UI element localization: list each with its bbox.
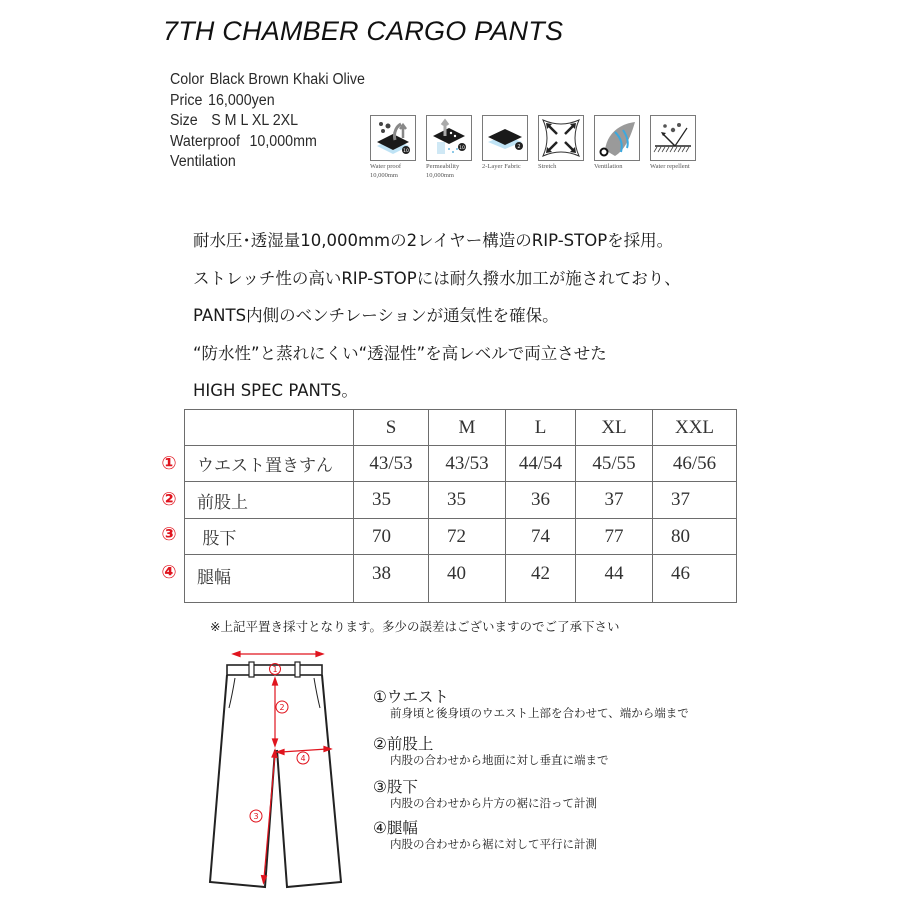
header-cell	[185, 410, 354, 446]
spec-value: S M L XL 2XL	[203, 112, 299, 129]
header-cell: S	[354, 410, 429, 446]
header-cell: L	[506, 410, 576, 446]
table-cell: 37	[653, 482, 737, 519]
feature-caption: 2-Layer Fabric	[482, 163, 521, 170]
spec-waterproof	[170, 132, 365, 153]
legend-description: 内股の合わせから片方の裾に沿って計測	[390, 796, 597, 810]
svg-text:10: 10	[459, 146, 465, 151]
header-cell: XL	[576, 410, 653, 446]
pants-outline-icon	[205, 650, 365, 895]
row-marker-1: ①	[161, 453, 177, 474]
spec-price	[170, 91, 365, 112]
legend-item-front-rise	[373, 735, 609, 768]
feature-caption: Permeability	[426, 163, 460, 170]
legend-item-waist	[373, 688, 689, 721]
table-cell: 77	[576, 519, 653, 555]
spec-size	[170, 111, 365, 132]
water-proof-icon	[370, 115, 416, 161]
table-row	[185, 519, 737, 555]
table-cell: 42	[506, 555, 576, 603]
table-cell: 35	[354, 482, 429, 519]
header-cell: XXL	[653, 410, 737, 446]
spec-value: Black Brown Khaki Olive	[209, 71, 365, 88]
feature-water-repellent	[650, 115, 698, 179]
description-line: “防水性”と蒸れにくい“透湿性”を高レベルで両立させた	[193, 343, 607, 363]
stretch-icon	[538, 115, 584, 161]
table-cell: 40	[429, 555, 506, 603]
legend-item-thigh-width	[373, 819, 597, 852]
description-line: ストレッチ性の高いRIP-STOPには耐久撥水加工が施されており、	[193, 268, 681, 288]
table-cell: 35	[429, 482, 506, 519]
row-label: ウエスト置きすん	[185, 446, 354, 482]
spec-key: Ventilation	[170, 153, 236, 170]
feature-caption: Ventilation	[594, 163, 623, 170]
feature-caption: Water repellent	[650, 163, 690, 170]
table-cell: 46	[653, 555, 737, 603]
table-cell: 36	[506, 482, 576, 519]
diagram-label-4: 4	[300, 754, 306, 763]
table-cell: 74	[506, 519, 576, 555]
spec-ventilation	[170, 152, 365, 173]
table-cell: 46/56	[653, 446, 737, 482]
spec-key: Waterproof	[170, 132, 241, 150]
table-cell: 38	[354, 555, 429, 603]
description-line: 耐水圧･透湿量10,000mmの2レイヤー構造のRIP-STOPを採用。	[193, 231, 674, 250]
feature-ventilation	[594, 115, 642, 179]
table-cell: 44	[576, 555, 653, 603]
diagram-label-2: 2	[279, 703, 285, 712]
water-repellent-icon	[650, 115, 696, 161]
svg-text:2: 2	[517, 144, 521, 150]
spec-color	[170, 70, 365, 91]
table-cell: 43/53	[354, 446, 429, 482]
product-description	[193, 222, 681, 410]
table-row	[185, 555, 737, 603]
row-marker-3: ③	[161, 524, 177, 545]
diagram-label-3: 3	[253, 812, 259, 821]
measurement-note: ※上記平置き採寸となります。多少の誤差はございますのでご了承下さい	[210, 619, 620, 634]
permeability-icon	[426, 115, 472, 161]
row-label: 股下	[185, 519, 354, 555]
legend-description: 内股の合わせから地面に対し垂直に端まで	[390, 753, 609, 767]
feature-water-proof	[370, 115, 418, 179]
feature-caption: Water proof	[370, 163, 402, 170]
legend-title: ②前股上	[373, 735, 434, 753]
table-row	[185, 482, 737, 519]
two-layer-fabric-icon	[482, 115, 528, 161]
table-cell: 70	[354, 519, 429, 555]
spec-key: Price	[170, 91, 203, 109]
table-cell: 44/54	[506, 446, 576, 482]
table-header-row	[185, 410, 737, 446]
legend-description: 内股の合わせから裾に対して平行に計測	[390, 837, 597, 851]
legend-title: ③股下	[373, 778, 418, 796]
spec-value: 16,000yen	[208, 91, 275, 109]
legend-title: ①ウエスト	[373, 688, 449, 706]
product-title: 7TH CHAMBER CARGO PANTS	[163, 16, 564, 46]
spec-key: Color	[170, 71, 205, 88]
feature-caption: Stretch	[538, 163, 557, 170]
header-cell: M	[429, 410, 506, 446]
feature-two-layer	[482, 115, 530, 179]
svg-text:10: 10	[403, 149, 409, 154]
pants-diagram	[205, 650, 365, 899]
legend-description: 前身頃と後身頃のウエスト上部を合わせて、端から端まで	[390, 706, 689, 720]
table-row	[185, 446, 737, 482]
legend-title: ④腿幅	[373, 819, 418, 837]
table-cell: 72	[429, 519, 506, 555]
diagram-label-1: 1	[272, 665, 278, 674]
row-marker-4: ④	[161, 562, 177, 583]
table-cell: 45/55	[576, 446, 653, 482]
feature-permeability	[426, 115, 474, 179]
size-table	[184, 409, 737, 603]
legend-item-inseam	[373, 778, 597, 811]
table-cell: 43/53	[429, 446, 506, 482]
spec-value: 10,000mm	[245, 132, 317, 150]
row-marker-2: ②	[161, 489, 177, 510]
feature-caption-sub: 10,000mm	[426, 172, 454, 179]
table-cell: 80	[653, 519, 737, 555]
description-line: PANTS内側のベンチレーションが通気性を確保。	[193, 306, 559, 325]
spec-key: Size	[170, 112, 198, 129]
table-cell: 37	[576, 482, 653, 519]
feature-stretch	[538, 115, 586, 179]
feature-icons	[370, 115, 698, 179]
spec-list	[170, 70, 365, 173]
row-label: 腿幅	[185, 555, 354, 603]
row-label: 前股上	[185, 482, 354, 519]
ventilation-icon	[594, 115, 640, 161]
description-line: HIGH SPEC PANTS。	[193, 381, 358, 400]
feature-caption-sub: 10,000mm	[370, 172, 398, 179]
